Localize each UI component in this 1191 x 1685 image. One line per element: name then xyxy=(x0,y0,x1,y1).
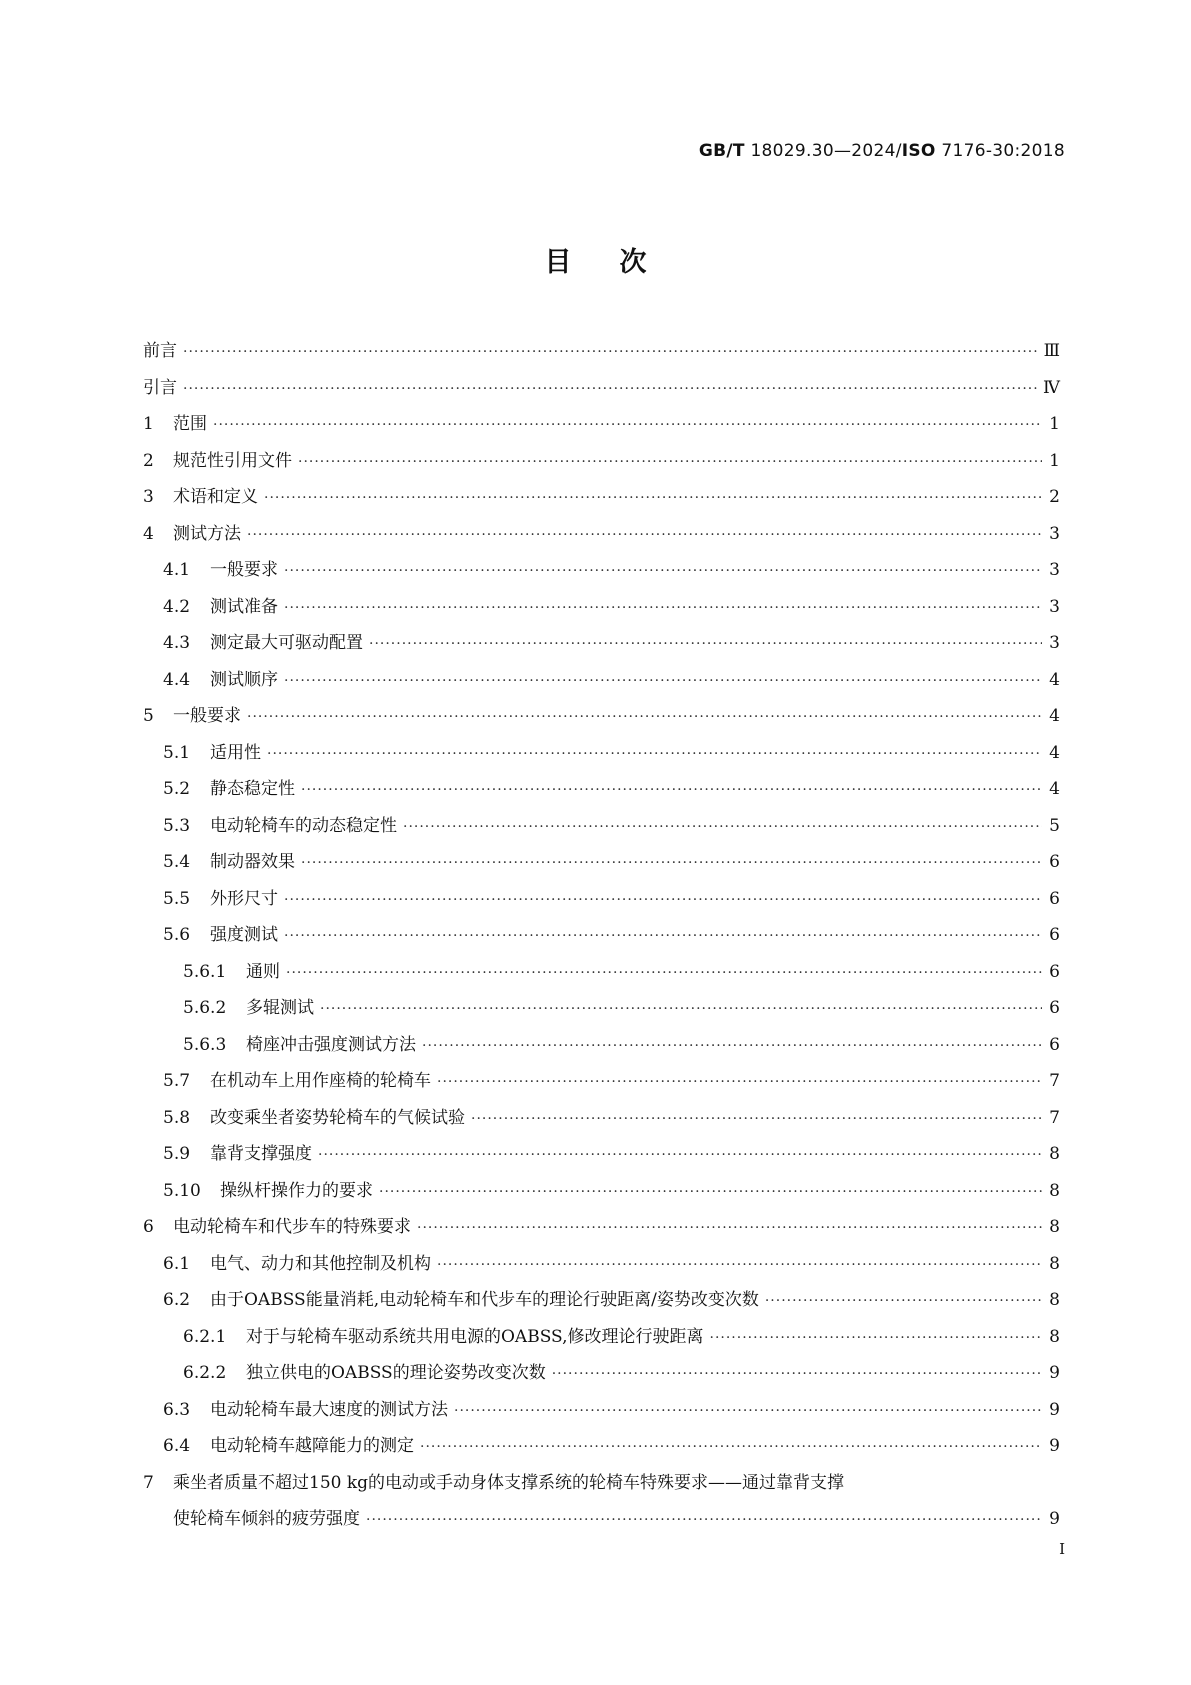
toc-entry-number: 5.6.2 xyxy=(183,998,227,1018)
toc-entry-page: 1 xyxy=(1049,414,1060,434)
toc-entry-page: 7 xyxy=(1049,1071,1060,1091)
toc-entry-title: 多辊测试 xyxy=(246,998,314,1018)
toc-entry-title: 一般要求 xyxy=(210,560,278,580)
iso-prefix: ISO xyxy=(901,141,936,161)
toc-entry-title: 通则 xyxy=(246,961,280,982)
toc-entry-title: 操纵杆操作力的要求 xyxy=(220,1180,373,1201)
toc-entry-number: 5.6 xyxy=(163,925,191,945)
toc-entry-page: 8 xyxy=(1049,1144,1060,1164)
dot-leader xyxy=(417,1220,1042,1236)
toc-entry-title: 乘坐者质量不超过150 kg的电动或手动身体支撑系统的轮椅车特殊要求——通过靠背支撑 xyxy=(173,1472,845,1493)
dot-leader xyxy=(379,1184,1042,1200)
dot-leader xyxy=(284,563,1042,579)
dot-leader xyxy=(301,782,1042,798)
toc-entry[interactable] xyxy=(143,1139,1060,1176)
dot-leader xyxy=(318,1147,1042,1163)
toc-entry[interactable] xyxy=(143,1030,1060,1067)
dot-leader xyxy=(422,1038,1042,1054)
dot-leader xyxy=(284,892,1042,908)
toc-entry-page: 8 xyxy=(1049,1253,1060,1274)
dot-leader xyxy=(301,855,1042,871)
toc-entry-title: 测试准备 xyxy=(210,596,278,617)
toc-entry-title: 外形尺寸 xyxy=(210,888,278,909)
toc-entry[interactable] xyxy=(143,1322,1060,1359)
toc-entry-page: Ⅳ xyxy=(1043,377,1060,398)
toc-entry-number: 6.2 xyxy=(163,1290,191,1310)
toc-entry-number: 5.4 xyxy=(163,852,191,872)
dot-leader xyxy=(247,709,1042,725)
toc-entry-number: 6.3 xyxy=(163,1399,191,1420)
code-number: 18029.30—2024/ xyxy=(744,141,902,161)
toc-entry-page: 8 xyxy=(1049,1217,1060,1237)
dot-leader xyxy=(284,928,1042,944)
toc-entry[interactable] xyxy=(143,1249,1060,1286)
toc-entry[interactable] xyxy=(143,1468,1060,1541)
page-title: 目次 xyxy=(544,247,695,278)
toc-entry-number: 6.2.1 xyxy=(183,1326,227,1347)
dot-leader xyxy=(437,1257,1042,1273)
toc-entry[interactable] xyxy=(143,519,1060,556)
toc-entry-page: 6 xyxy=(1049,998,1060,1018)
toc-entry-number: 5.10 xyxy=(163,1180,201,1201)
toc-entry[interactable] xyxy=(143,482,1060,519)
toc-entry-number: 5.2 xyxy=(163,779,191,799)
toc-entry-page: 6 xyxy=(1049,852,1060,872)
toc-entry[interactable] xyxy=(143,920,1060,957)
toc-entry[interactable] xyxy=(143,1176,1060,1213)
toc-entry-number: 5.3 xyxy=(163,815,191,836)
toc-entry-number: 6.1 xyxy=(163,1253,191,1274)
dot-leader xyxy=(403,819,1042,835)
toc-entry[interactable] xyxy=(143,884,1060,921)
toc-entry-title: 一般要求 xyxy=(173,706,241,726)
toc-entry-page: 6 xyxy=(1049,1034,1060,1055)
toc-entry-number: 4.2 xyxy=(163,596,191,617)
toc-entry-title: 由于OABSS能量消耗,电动轮椅车和代步车的理论行驶距离/姿势改变次数 xyxy=(210,1290,759,1310)
toc-entry-page: 5 xyxy=(1049,815,1060,836)
toc-entry-number: 5.7 xyxy=(163,1071,191,1091)
toc-entry-title: 电动轮椅车和代步车的特殊要求 xyxy=(173,1217,411,1237)
dot-leader xyxy=(366,1512,1042,1528)
toc-entry[interactable] xyxy=(143,336,1060,373)
toc-entry-number: 5.6.1 xyxy=(183,961,227,982)
dot-leader xyxy=(286,965,1042,981)
toc-entry-page: 3 xyxy=(1049,633,1060,653)
toc-entry-number: 4.3 xyxy=(163,633,191,653)
dot-leader xyxy=(284,673,1042,689)
code-prefix: GB/T xyxy=(698,141,745,161)
iso-number: 7176-30:2018 xyxy=(935,141,1065,161)
toc-entry-number: 5.8 xyxy=(163,1107,191,1128)
toc-entry-number: 5.5 xyxy=(163,888,191,909)
toc-entry-page: 9 xyxy=(1049,1399,1060,1420)
toc-entry-title: 靠背支撑强度 xyxy=(210,1144,312,1164)
toc-entry[interactable] xyxy=(143,993,1060,1030)
toc-entry-page: 8 xyxy=(1049,1326,1060,1347)
toc-entry[interactable] xyxy=(143,738,1060,775)
toc-entry-number: 6.4 xyxy=(163,1436,191,1456)
dot-leader xyxy=(765,1293,1042,1309)
toc-entry-title: 椅座冲击强度测试方法 xyxy=(246,1034,416,1055)
toc-entry[interactable] xyxy=(143,409,1060,446)
dot-leader xyxy=(710,1330,1043,1346)
toc-entry-page: 9 xyxy=(1049,1509,1060,1529)
toc-entry[interactable] xyxy=(143,1285,1060,1322)
toc-entry-number: 2 xyxy=(143,450,154,471)
dot-leader xyxy=(320,1001,1042,1017)
toc-entry[interactable] xyxy=(143,1395,1060,1432)
dot-leader xyxy=(264,490,1042,506)
toc-entry-page: Ⅲ xyxy=(1043,341,1060,361)
toc-entry-page: 6 xyxy=(1049,888,1060,909)
table-of-contents xyxy=(143,336,1060,1541)
toc-entry[interactable] xyxy=(143,957,1060,994)
dot-leader xyxy=(183,344,1038,360)
toc-entry-page: 3 xyxy=(1049,523,1060,544)
dot-leader xyxy=(213,417,1042,433)
standard-code xyxy=(699,141,1065,161)
toc-entry-page: 3 xyxy=(1049,596,1060,617)
toc-entry-title: 引言 xyxy=(143,377,177,398)
toc-entry-title: 测定最大可驱动配置 xyxy=(210,633,363,653)
toc-entry-page: 4 xyxy=(1049,706,1060,726)
toc-entry[interactable] xyxy=(143,774,1060,811)
toc-entry-title: 电动轮椅车的动态稳定性 xyxy=(210,815,397,836)
toc-rows xyxy=(143,336,1060,1468)
toc-entry-page: 7 xyxy=(1049,1107,1060,1128)
toc-entry-title: 规范性引用文件 xyxy=(173,450,292,471)
toc-entry-page: 6 xyxy=(1049,925,1060,945)
toc-entry[interactable] xyxy=(143,555,1060,592)
dot-leader xyxy=(267,746,1042,762)
toc-entry[interactable] xyxy=(143,847,1060,884)
dot-leader xyxy=(437,1074,1042,1090)
toc-entry-page: 8 xyxy=(1049,1180,1060,1201)
toc-entry-number: 7 xyxy=(143,1472,154,1493)
dot-leader xyxy=(284,600,1042,616)
toc-entry-title: 测试方法 xyxy=(173,523,241,544)
toc-entry-title: 术语和定义 xyxy=(173,487,258,507)
toc-entry[interactable] xyxy=(143,1066,1060,1103)
toc-entry-title: 适用性 xyxy=(210,742,261,763)
dot-leader xyxy=(247,527,1042,543)
toc-entry-page: 9 xyxy=(1049,1363,1060,1383)
dot-leader xyxy=(369,636,1042,652)
toc-entry-page: 9 xyxy=(1049,1436,1060,1456)
toc-entry-title: 强度测试 xyxy=(210,925,278,945)
dot-leader xyxy=(454,1403,1042,1419)
page-number: Ⅰ xyxy=(1059,1540,1065,1558)
toc-entry-page: 4 xyxy=(1049,742,1060,763)
toc-entry-title: 电气、动力和其他控制及机构 xyxy=(210,1253,431,1274)
toc-entry[interactable] xyxy=(143,628,1060,665)
toc-entry[interactable] xyxy=(143,1358,1060,1395)
dot-leader xyxy=(183,381,1037,397)
toc-entry-title-continued: 使轮椅车倾斜的疲劳强度 xyxy=(173,1509,360,1529)
toc-entry-title: 对于与轮椅车驱动系统共用电源的OABSS,修改理论行驶距离 xyxy=(246,1326,704,1347)
toc-entry-page: 2 xyxy=(1049,487,1060,507)
toc-entry-number: 6.2.2 xyxy=(183,1363,227,1383)
toc-entry-number: 5.9 xyxy=(163,1144,191,1164)
toc-entry-page: 1 xyxy=(1049,450,1060,471)
toc-entry-title: 在机动车上用作座椅的轮椅车 xyxy=(210,1071,431,1091)
toc-entry-page: 8 xyxy=(1049,1290,1060,1310)
toc-entry-page: 4 xyxy=(1049,779,1060,799)
toc-entry-title: 前言 xyxy=(143,341,177,361)
toc-entry-title: 改变乘坐者姿势轮椅车的气候试验 xyxy=(210,1107,465,1128)
toc-entry-number: 5.1 xyxy=(163,742,191,763)
toc-entry[interactable] xyxy=(143,1212,1060,1249)
toc-entry-number: 6 xyxy=(143,1217,154,1237)
toc-entry[interactable] xyxy=(143,665,1060,702)
toc-entry-page: 6 xyxy=(1049,961,1060,982)
toc-entry-title: 电动轮椅车最大速度的测试方法 xyxy=(210,1399,448,1420)
toc-entry[interactable] xyxy=(143,811,1060,848)
toc-entry-title: 范围 xyxy=(173,414,207,434)
toc-entry-page: 3 xyxy=(1049,560,1060,580)
toc-entry-number: 1 xyxy=(143,414,154,434)
toc-entry[interactable] xyxy=(143,701,1060,738)
toc-entry-title: 静态稳定性 xyxy=(210,779,295,799)
dot-leader xyxy=(298,454,1042,470)
toc-entry-number: 4.1 xyxy=(163,560,191,580)
toc-entry-title: 电动轮椅车越障能力的测定 xyxy=(210,1436,414,1456)
toc-entry[interactable] xyxy=(143,446,1060,483)
toc-entry-number: 5 xyxy=(143,706,154,726)
toc-entry-number: 5.6.3 xyxy=(183,1034,227,1055)
toc-entry[interactable] xyxy=(143,592,1060,629)
toc-entry[interactable] xyxy=(143,1103,1060,1140)
dot-leader xyxy=(420,1439,1042,1455)
dot-leader xyxy=(552,1366,1042,1382)
toc-entry-title: 制动器效果 xyxy=(210,852,295,872)
toc-entry-title: 测试顺序 xyxy=(210,669,278,690)
toc-entry-number: 3 xyxy=(143,487,154,507)
dot-leader xyxy=(471,1111,1042,1127)
toc-entry-title: 独立供电的OABSS的理论姿势改变次数 xyxy=(246,1363,546,1383)
toc-entry-page: 4 xyxy=(1049,669,1060,690)
toc-entry[interactable] xyxy=(143,373,1060,410)
toc-entry-number: 4.4 xyxy=(163,669,191,690)
toc-entry[interactable] xyxy=(143,1431,1060,1468)
toc-entry-number: 4 xyxy=(143,523,154,544)
